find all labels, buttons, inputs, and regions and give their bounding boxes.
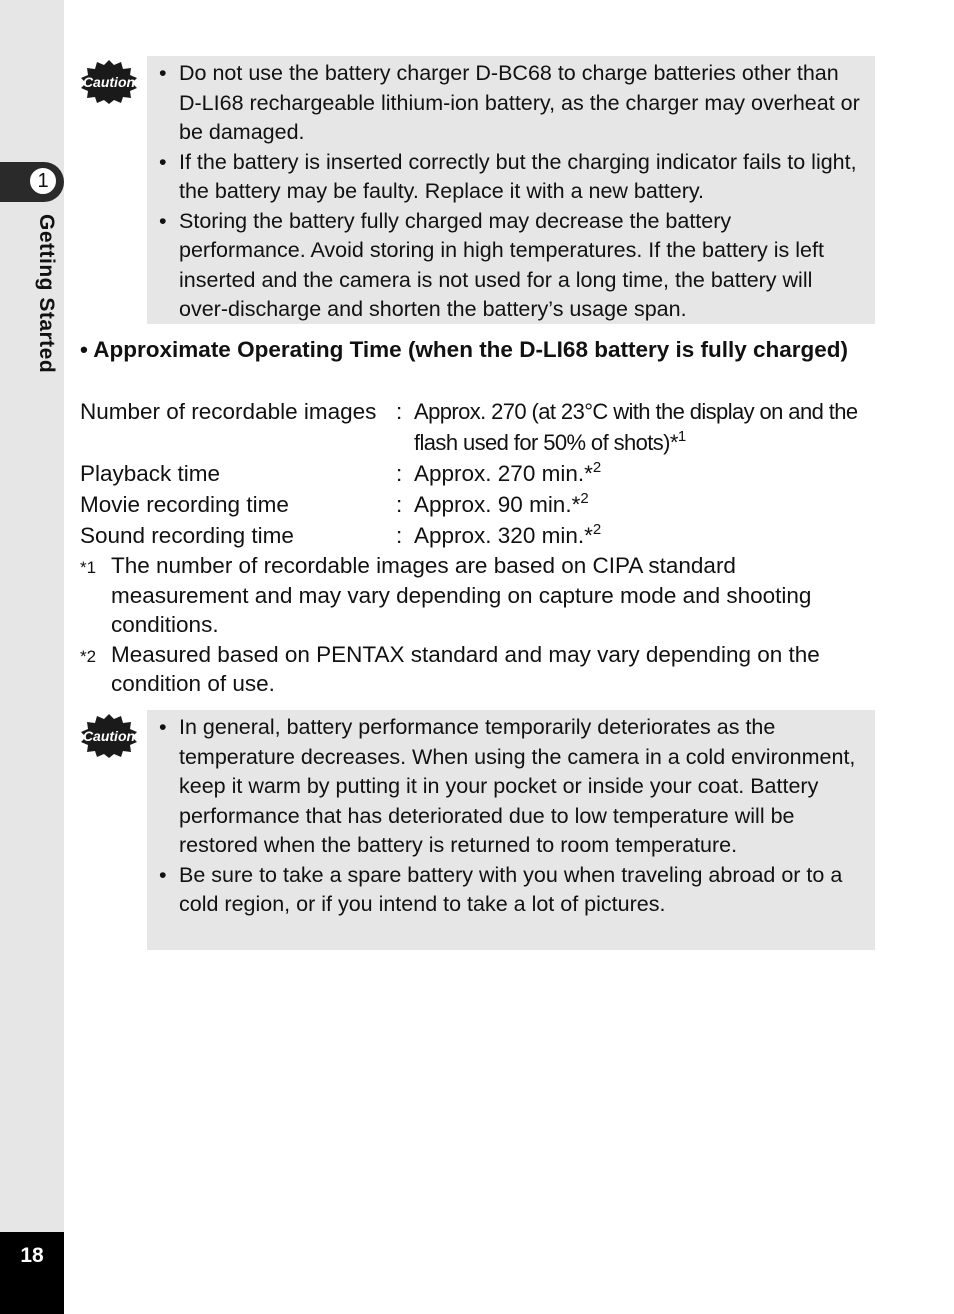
caution-icon — [80, 712, 138, 758]
row-colon: : — [396, 399, 403, 424]
chapter-number: 1 — [28, 166, 58, 196]
section-heading: • Approximate Operating Time (when the D-LI68 battery is fully charged) — [80, 337, 849, 362]
row-label: Movie recording time — [80, 492, 289, 517]
footnote — [80, 551, 875, 640]
caution-box-charging — [147, 56, 875, 324]
row-value-text: Approx. 270 (at 23°C with the display on and the flash used for 50% of shots)* — [414, 399, 858, 455]
footnote-ref: 1 — [677, 428, 686, 445]
operating-time-table — [80, 396, 875, 551]
page-number: 18 — [20, 1244, 44, 1267]
caution-icon-label: Caution — [82, 74, 136, 90]
table-row — [80, 489, 875, 520]
caution-item: • Do not use the battery charger D-BC68 to charge batteries other than D-LI68 rechargeable lithium-ion battery, as the charger may overheat or be damaged. — [159, 59, 863, 148]
row-colon: : — [396, 523, 403, 548]
footnote-ref: 2 — [592, 521, 602, 538]
footnote-mark: *1 — [80, 558, 97, 577]
caution-icon-label: Caution — [82, 728, 136, 744]
row-colon: : — [396, 461, 403, 486]
table-row — [80, 458, 875, 489]
row-label: Sound recording time — [80, 523, 294, 548]
row-value — [414, 458, 875, 489]
caution-item: • Be sure to take a spare battery with you when traveling abroad or to a cold region, or if you intend to take a lot of pictures. — [159, 861, 863, 920]
caution-list — [159, 713, 863, 920]
caution-list — [159, 59, 863, 325]
footnote-ref: 2 — [580, 490, 589, 507]
row-value — [414, 520, 875, 551]
caution-item: • In general, battery performance temporarily deteriorates as the temperature decreases. When using the camera in a cold environment, keep it warm by putting it in your pocket or inside your coat. Battery performance that has deteriorated due to low temperature will be restored when the battery is returned to room temperature. — [159, 713, 863, 861]
footnote-text: The number of recordable images are based on CIPA standard measurement and may vary depending on capture mode and shooting conditions. — [111, 553, 812, 637]
row-label: Number of recordable images — [80, 399, 377, 424]
caution-item: • Storing the battery fully charged may decrease the battery performance. Avoid storing in high temperatures. If the battery is left inserted and the camera is not used for a long time, the battery will over-discharge and shorten the battery’s usage span. — [159, 207, 863, 325]
row-value-text: Approx. 270 min.* — [414, 461, 593, 486]
row-value — [414, 489, 875, 520]
row-label: Playback time — [80, 461, 221, 486]
caution-icon — [80, 58, 138, 104]
chapter-title: Getting Started — [35, 214, 58, 374]
footnote — [80, 640, 875, 699]
footnote-mark: *2 — [80, 646, 97, 666]
table-row — [80, 396, 875, 458]
footnote-ref: 2 — [592, 459, 602, 476]
table-row — [80, 520, 875, 551]
row-colon: : — [396, 492, 403, 517]
row-value-text: Approx. 90 min.* — [414, 492, 581, 517]
caution-box-temperature — [147, 710, 875, 950]
footnotes — [80, 551, 875, 699]
caution-item: • If the battery is inserted correctly but the charging indicator fails to light, the battery may be faulty. Replace it with a new battery. — [159, 148, 863, 207]
row-value-text: Approx. 320 min.* — [414, 523, 593, 548]
footnote-text: Measured based on PENTAX standard and may vary depending on the condition of use. — [111, 641, 820, 696]
row-value — [414, 396, 875, 458]
